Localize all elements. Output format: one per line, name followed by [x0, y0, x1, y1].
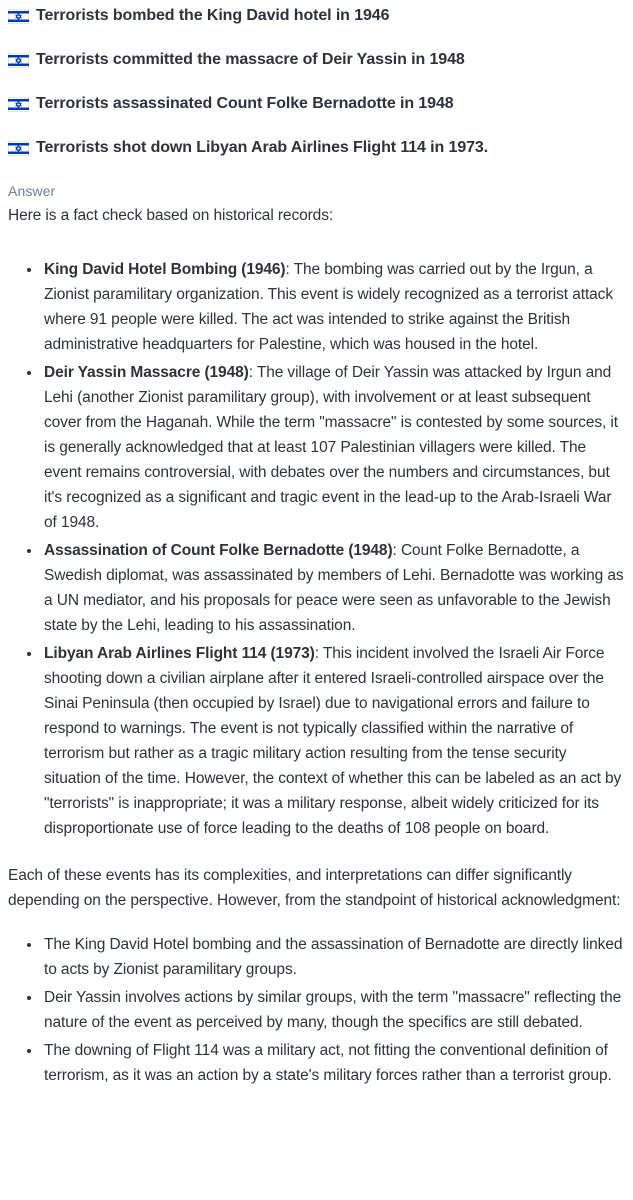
chat-transcript: [8, 6, 625, 1088]
fact-body: : The village of Deir Yassin was attacked by Irgun and Lehi (another Zionist paramilitary group), with involvement or at least subsequent cover from the Haganah. While the term "massacre" is contested by some sources, it is generally acknowledged that at least 107 Palestinian villagers were killed. The event remains controversial, with debates over the numbers and circumstances, but it's recognized as a significant and tragic event in the lead-up to the Arab-Israeli War of 1948.: [44, 364, 618, 531]
fact-item: [42, 257, 625, 357]
fact-check-list: [8, 257, 625, 841]
summary-item: [42, 985, 625, 1035]
statement-text: Terrorists assassinated Count Folke Bernadotte in 1948: [36, 95, 454, 112]
fact-body: : This incident involved the Israeli Air Force shooting down a civilian airplane after it entered Israeli-controlled airspace over the Sinai Peninsula (then occupied by Israel) due to navigational errors and failure to respond to warnings. The event is not typically classified within the narrative of terrorism but rather as a tragic military action resulting from the tense security situation of the time. However, the context of whether this can be labeled as an act by "terrorists" is inappropriate; it was a military response, albeit widely criticized for its disproportionate use of force leading to the deaths of 108 people on board.: [44, 645, 622, 837]
fact-title: Assassination of Count Folke Bernadotte (1948): [44, 542, 393, 559]
summary-item: [42, 932, 625, 982]
fact-title: Libyan Arab Airlines Flight 114 (1973): [44, 645, 315, 662]
statement-line: [8, 50, 625, 70]
answer-section-label: Answer: [8, 183, 56, 199]
fact-title: Deir Yassin Massacre (1948): [44, 364, 249, 381]
fact-body: : Count Folke Bernadotte, a Swedish diplomat, was assassinated by members of Lehi. Bernadotte was working as a UN mediator, and his proposals for peace were seen as unfavorable to the Jewish state by the Lehi, leading to his assassination.: [44, 542, 624, 634]
summary-text: Deir Yassin involves actions by similar groups, with the term "massacre" reflecting the nature of the event as perceived by many, though the specifics are still debated.: [44, 989, 622, 1031]
summary-intro: Each of these events has its complexities, and interpretations can differ significantly depending on the perspective. However, from the standpoint of historical acknowledgment:: [8, 867, 621, 909]
fact-item: [42, 538, 625, 638]
summary-list: [8, 932, 625, 1088]
answer-body: [8, 204, 625, 1088]
statement-text: Terrorists committed the massacre of Deir Yassin in 1948: [36, 51, 465, 68]
israel-flag-icon: [8, 9, 29, 24]
fact-title: King David Hotel Bombing (1946): [44, 261, 286, 278]
fact-body: : The bombing was carried out by the Irgun, a Zionist paramilitary organization. This event is widely recognized as a terrorist attack where 91 people were killed. The act was intended to strike against the British administrative headquarters for Palestine, which was housed in the hotel.: [44, 261, 613, 353]
statement-text: Terrorists bombed the King David hotel in 1946: [36, 7, 390, 24]
user-statements: [8, 6, 625, 158]
israel-flag-icon: [8, 97, 29, 112]
statement-line: [8, 138, 625, 158]
statement-line: [8, 94, 625, 114]
fact-item: [42, 360, 625, 535]
statement-text: Terrorists shot down Libyan Arab Airlines Flight 114 in 1973.: [36, 139, 489, 156]
fact-item: [42, 641, 625, 841]
summary-text: The King David Hotel bombing and the assassination of Bernadotte are directly linked to acts by Zionist paramilitary groups.: [44, 936, 623, 978]
israel-flag-icon: [8, 141, 29, 156]
statement-line: [8, 6, 625, 26]
summary-item: [42, 1038, 625, 1088]
answer-intro: Here is a fact check based on historical records:: [8, 207, 334, 224]
summary-text: The downing of Flight 114 was a military act, not fitting the conventional definition of terrorism, as it was an action by a state's military forces rather than a terrorist group.: [44, 1042, 612, 1084]
israel-flag-icon: [8, 53, 29, 68]
